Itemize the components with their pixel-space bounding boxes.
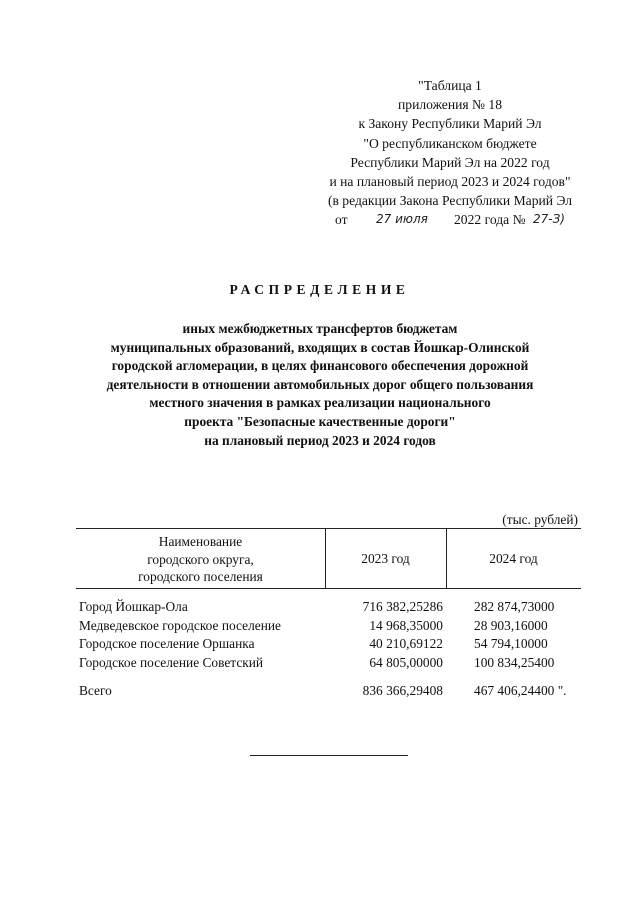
row-value-2024: 54 794,10000: [474, 636, 548, 651]
date-prefix: от: [335, 212, 348, 228]
table-units: (тыс. рублей): [502, 512, 578, 527]
table-row: [0, 599, 639, 617]
date-handwritten: 27 июля: [376, 212, 428, 227]
document-header: [300, 76, 600, 230]
header-date-line: [300, 210, 600, 229]
header-line: (в редакции Закона Республики Марий Эл: [327, 193, 573, 209]
subtitle-line: на плановый период 2023 и 2024 годов: [204, 432, 436, 448]
header-line: "Таблица 1: [418, 78, 482, 93]
row-name: Городское поселение Оршанка: [79, 636, 255, 651]
header-line: Республики Марий Эл на 2022 год: [350, 154, 550, 170]
document-title: РАСПРЕДЕЛЕНИЕ: [229, 282, 410, 297]
table-header-bottom-border: [76, 588, 581, 589]
table-row: [0, 655, 639, 673]
row-value-2023: 716 382,25286: [362, 599, 443, 614]
column-header-name: [76, 533, 325, 586]
row-value-2024: 282 874,73000: [474, 599, 555, 614]
closing-rule: [250, 755, 408, 756]
header-line: и на плановый период 2023 и 2024 годов": [329, 174, 571, 190]
date-suffix: 2022 года №: [454, 212, 526, 228]
table-row: [0, 618, 639, 636]
total-value-2023: 836 366,29408: [362, 683, 443, 698]
document-subtitle: [60, 320, 580, 450]
table-total-row: [0, 683, 639, 701]
table-top-border: [76, 528, 581, 529]
subtitle-line: городской агломерации, в целях финансового обеспечения дорожной: [111, 358, 529, 374]
subtitle-line: местного значения в рамках реализации национального: [149, 395, 491, 411]
row-name: Город Йошкар-Ола: [79, 599, 188, 614]
subtitle-line: муниципальных образований, входящих в состав Йошкар-Олинской: [110, 339, 530, 355]
total-label: Всего: [79, 683, 112, 698]
row-value-2024: 100 834,25400: [474, 654, 555, 670]
subtitle-line: проекта "Безопасные качественные дороги": [184, 413, 456, 429]
row-name: Медведевское городское поселение: [79, 617, 281, 633]
header-line: "О республиканском бюджете: [363, 135, 537, 151]
subtitle-line: иных межбюджетных трансфертов бюджетам: [182, 321, 458, 336]
header-line: приложения № 18: [398, 97, 502, 113]
row-value-2023: 40 210,69122: [369, 636, 443, 651]
header-line: к Закону Республики Марий Эл: [358, 116, 542, 132]
column-header-2024: 2024 год: [489, 551, 538, 566]
subtitle-line: деятельности в отношении автомобильных дорог общего пользования: [106, 376, 534, 392]
row-value-2023: 64 805,00000: [369, 654, 443, 670]
row-value-2023: 14 968,35000: [369, 617, 443, 633]
column-header-line: Наименование: [158, 534, 243, 549]
column-header-line: городского поселения: [138, 569, 263, 584]
column-header-2023: 2023 год: [361, 551, 410, 566]
table-row: [0, 636, 639, 654]
row-name: Городское поселение Советский: [79, 654, 264, 670]
total-value-2024: 467 406,24400 ".: [474, 683, 567, 698]
column-header-line: городского округа,: [147, 551, 254, 567]
law-number-handwritten: 27-З): [533, 212, 565, 227]
row-value-2024: 28 903,16000: [474, 617, 548, 633]
